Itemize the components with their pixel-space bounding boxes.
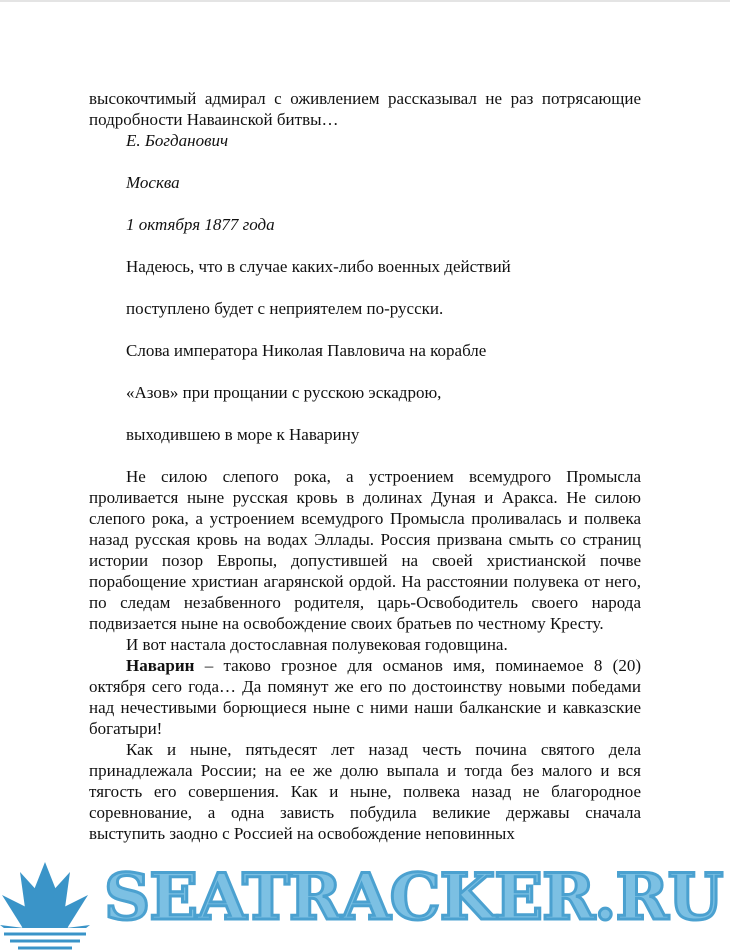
signature-date: 1 октября 1877 года xyxy=(126,215,275,234)
body-paragraph: Не силою слепого рока, а устроением всемудрого Промысла проливается ныне русская кровь в долинах Дуная и Аракса. Не силою слепого рока, а устроением всемудрого Промысла проливалась и полвека назад русская кровь на водах Эллады. Россия призвана смыть со страниц истории позор Европы, допустившей на своей христианской почве порабощение христиан агарянской ордой. На расстоянии полувека от него, по следам незабвенного родителя, царь-Освободитель своего народа подвизается ныне на освобождение своих братьев по честному Кресту. xyxy=(89,467,641,633)
watermark-logo-text: SEATRACKER.RU xyxy=(104,860,723,935)
epigraph-line: Надеюсь, что в случае каких-либо военных действий xyxy=(126,257,511,276)
intro-paragraph: высокочтимый адмирал с оживлением рассказывал не раз потрясающие подробности Наваинской битвы… xyxy=(89,89,641,129)
signature-author: Е. Богданович xyxy=(126,131,229,150)
navarin-text: – таково грозное для османов имя, поминаемое 8 (20) октября сего года… Да помянут же его по достоинству новыми победами над нечестивыми борющиеся ныне с ними наши балканские и кавказские богатыри! xyxy=(89,656,641,738)
body-paragraph: Как и ныне, пятьдесят лет назад честь почина святого дела принадлежала России; на ее же долю выпала и тогда без малого и вся тягость его совершения. Как и ныне, полвека назад не благородное соревнование, а одна зависть побудила великие державы сначала выступить заодно с Россией на освобождение неповинных xyxy=(89,740,641,843)
navarin-bold-word: Наварин xyxy=(126,656,195,675)
epigraph-line: Слова императора Николая Павловича на корабле xyxy=(126,341,487,360)
epigraph-line: поступлено будет с неприятелем по-русски. xyxy=(126,299,444,318)
epigraph-line: «Азов» при прощании с русскою эскадрою, xyxy=(126,383,442,402)
navarin-paragraph xyxy=(89,655,641,739)
document-page xyxy=(89,88,641,844)
body-paragraph: И вот настала достославная полувековая годовщина. xyxy=(126,635,508,654)
page-top-border xyxy=(0,0,730,2)
epigraph-line: выходившею в море к Наварину xyxy=(126,425,360,444)
signature-place: Москва xyxy=(126,173,180,192)
